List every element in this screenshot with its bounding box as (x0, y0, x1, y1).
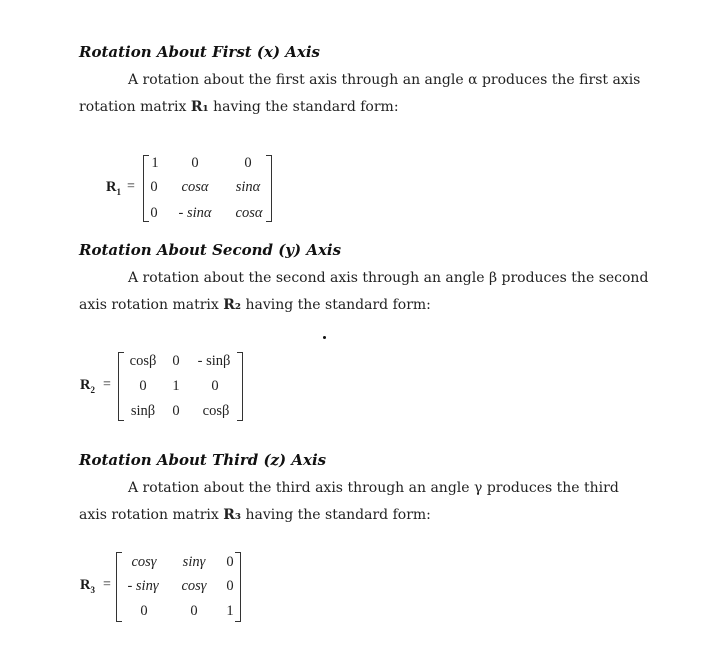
matrix-cell: cosγ (131, 554, 157, 570)
matrix-cell: sinγ (182, 554, 206, 570)
paragraph-line: A rotation about the third axis through an angle γ produces the third (128, 480, 619, 496)
equals-sign: = (127, 179, 135, 194)
left-bracket (116, 552, 122, 622)
left-bracket (143, 155, 149, 222)
paragraph-line: A rotation about the second axis through an angle β produces the second (128, 270, 649, 286)
right-bracket (235, 552, 241, 622)
paragraph-line: A rotation about the first axis through an angle α produces the first axis (128, 72, 641, 88)
matrix-cell: 0 (140, 603, 148, 619)
matrix-name: R₂ (223, 297, 241, 313)
section-heading-z-axis: Rotation About Third (z) Axis (79, 451, 327, 469)
section-heading-y-axis: Rotation About Second (y) Axis (79, 241, 342, 259)
matrix-cell: 0 (190, 603, 198, 619)
right-bracket (266, 155, 272, 222)
matrix-cell: 0 (150, 179, 158, 195)
matrix-cell: sinβ (130, 403, 156, 419)
matrix-cell: 1 (226, 603, 234, 619)
paragraph-line: rotation matrix R₁ having the standard form: (79, 99, 399, 115)
matrix-cell: cosα (235, 205, 263, 221)
matrix-name: R₁ (190, 99, 209, 115)
matrix-cell: cosβ (129, 353, 157, 369)
paragraph-line: axis rotation matrix R₂ having the standard form: (79, 297, 431, 313)
matrix-cell: - sinβ (197, 353, 231, 369)
matrix-cell: 0 (139, 378, 147, 394)
matrix-label: $R_1$ (106, 179, 121, 197)
matrix-name: R₃ (223, 507, 241, 523)
matrix-cell: sinα (235, 179, 261, 195)
matrix-cell: 0 (226, 554, 234, 570)
left-bracket (118, 352, 124, 421)
matrix-cell: 0 (191, 155, 199, 171)
matrix-cell: 0 (172, 403, 180, 419)
matrix-cell: 0 (226, 578, 234, 594)
equals-sign: = (103, 577, 111, 592)
matrix-cell: - sinγ (127, 578, 159, 594)
matrix-cell: 0 (150, 205, 158, 221)
right-bracket (237, 352, 243, 421)
matrix-cell: cosβ (202, 403, 230, 419)
matrix-cell: 0 (244, 155, 252, 171)
matrix-cell: - sinα (178, 205, 212, 221)
matrix-cell: cosγ (181, 578, 207, 594)
matrix-label: $R_3$ (80, 577, 95, 595)
section-heading-x-axis: Rotation About First (x) Axis (79, 43, 320, 61)
equals-sign: = (103, 377, 111, 392)
matrix-cell: 1 (172, 378, 180, 394)
matrix-cell: 0 (172, 353, 180, 369)
stray-dot (323, 336, 326, 339)
paragraph-line: axis rotation matrix R₃ having the standard form: (79, 507, 431, 523)
matrix-cell: 1 (151, 155, 159, 171)
matrix-cell: 0 (211, 378, 219, 394)
matrix-label: $R_2$ (80, 377, 95, 395)
matrix-cell: cosα (181, 179, 209, 195)
